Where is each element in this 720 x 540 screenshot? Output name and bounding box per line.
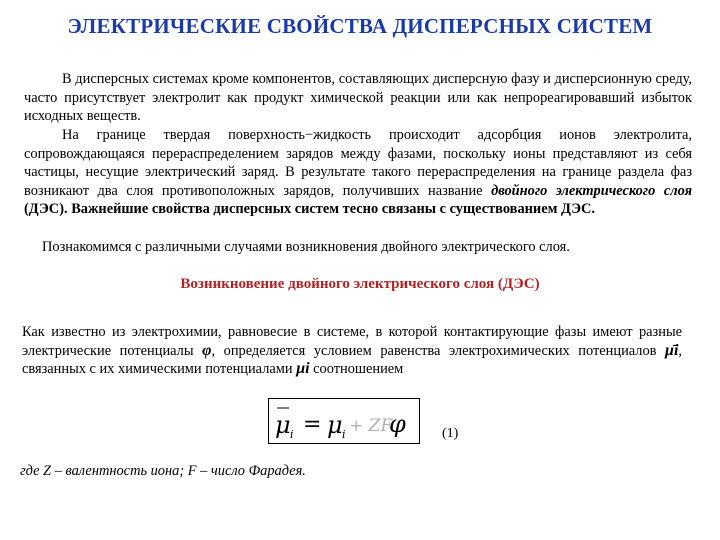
paragraph-cases: Познакомимся с различными случаями возникновения двойного электрического слоя. [42, 239, 570, 255]
mu-symbol: μi [296, 360, 310, 378]
equilibrium-text-1: Как известно из электрохимии, равновесие в системе, в которой контактирующие фазы имеют разные электрические потенциалы [22, 324, 682, 359]
formula-rhs-sub: i [342, 428, 346, 441]
paragraph-adsorption-end: (ДЭС). Важнейшие свойства дисперсных систем тесно связаны с существованием ДЭС. [24, 201, 596, 218]
footnote: где Z – валентность иона; F – число Фарадея. [20, 463, 306, 479]
formula-rhs-mu: μ [327, 411, 343, 439]
mu-bar-symbol: μ̄i [665, 341, 679, 359]
equation-number: (1) [442, 426, 459, 441]
equilibrium-text-2: , определяется условием равенства электрохимических потенциалов [211, 342, 666, 359]
formula-phi: φ [389, 410, 406, 438]
formula-equals: = [303, 412, 322, 437]
term-des: двойного электрического слоя [491, 182, 693, 199]
paragraph-adsorption-text: На границе твердая поверхность−жидкость происходит адсорбция ионов электролита, сопровождающаяся перераспределением зарядов между фазами, поскольку ионы представляют из себя частицы, несущие электрический заряд. В результате такого перераспределения на границе раздела фаз возникают два слоя противоположных зарядов, получивших название [24, 127, 692, 199]
section-subtitle: Возникновение двойного электрического слоя (ДЭС) [180, 276, 540, 292]
phi-symbol: φ [202, 341, 212, 359]
paragraph-equilibrium [22, 323, 682, 379]
equilibrium-text-4: соотношением [309, 361, 404, 378]
page-title: ЭЛЕКТРИЧЕСКИЕ СВОЙСТВА ДИСПЕРСНЫХ СИСТЕМ [67, 14, 653, 38]
formula-box [268, 398, 420, 444]
paragraph-adsorption [24, 126, 692, 219]
formula-equation [269, 399, 419, 443]
formula-zf-term: + ZF [349, 416, 393, 436]
formula-lhs-mu: μ [275, 411, 291, 439]
paragraph-intro: В дисперсных системах кроме компонентов, составляющих дисперсную фазу и дисперсионную среду, часто присутствует электролит как продукт химической реакции или как непрореагировавший избыток исходных веществ. [24, 71, 692, 125]
equilibrium-text-3: , связанных с их химическими потенциалами [22, 342, 682, 378]
formula-lhs-sub: i [290, 428, 294, 441]
